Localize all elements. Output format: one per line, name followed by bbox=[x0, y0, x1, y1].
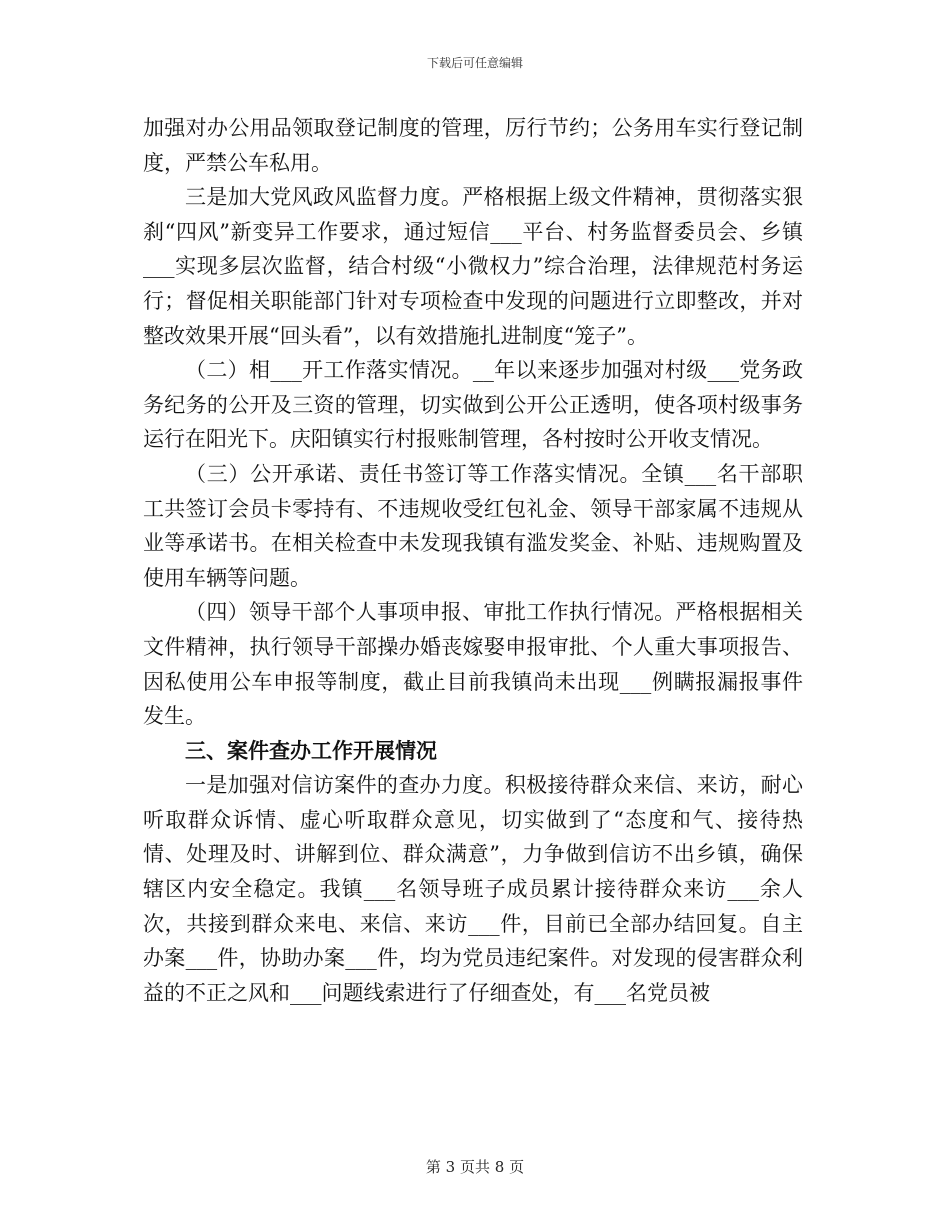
paragraph-section-two: （二）相___开工作落实情况。__年以来逐步加强对村级___党务政务纪务的公开及三资的管理，切实做到公开公正透明，使各项村级事务运行在阳光下。庆阳镇实行村报账制管理，各村按时公开收支情况。 bbox=[143, 358, 803, 452]
page-number: 第 3 页共 8 页 bbox=[425, 1158, 525, 1176]
document-body bbox=[143, 111, 803, 1010]
paragraph-supervision: 三是加大党风政风监督力度。严格根据上级文件精神，贯彻落实狠刹“四风”新变异工作要求，通过短信___平台、村务监督委员会、乡镇___实现多层次监督，结合村级“小微权力”综合治理，法律规范村务运行；督促相关职能部门针对专项检查中发现的问题进行立即整改，并对整改效果开展“回头看”，以有效措施扎进制度“笼子”。 bbox=[143, 185, 803, 348]
paragraph-continuation: 加强对办公用品领取登记制度的管理，厉行节约；公务用车实行登记制度，严禁公车私用。 bbox=[143, 116, 803, 175]
paragraph-section-three: （三）公开承诺、责任书签订等工作落实情况。全镇___名干部职工共签订会员卡零持有、不违规收受红包礼金、领导干部家属不违规从业等承诺书。在相关检查中未发现我镇有滥发奖金、补贴、违规购置及使用车辆等问题。 bbox=[143, 461, 803, 590]
section-heading-cases: 三、案件查办工作开展情况 bbox=[185, 737, 437, 763]
page-header: 下载后可任意编辑 bbox=[426, 56, 523, 70]
paragraph-section-four: （四）领导干部个人事项申报、审批工作执行情况。严格根据相关文件精神，执行领导干部操办婚丧嫁娶申报审批、个人重大事项报告、因私使用公车申报等制度，截止目前我镇尚未出现___例瞒报漏报事件发生。 bbox=[143, 600, 803, 729]
paragraph-petitions: 一是加强对信访案件的查办力度。积极接待群众来信、来访，耐心听取群众诉情、虚心听取群众意见，切实做到了“态度和气、接待热情、处理及时、讲解到位、群众满意”，力争做到信访不出乡镇，确保辖区内安全稳定。我镇___名领导班子成员累计接待群众来访___余人次，共接到群众来电、来信、来访___件，目前已全部办结回复。自主办案___件，协助办案___件，均为党员违纪案件。对发现的侵害群众利益的不正之风和___问题线索进行了仔细查处，有___名党员被 bbox=[143, 773, 803, 1005]
